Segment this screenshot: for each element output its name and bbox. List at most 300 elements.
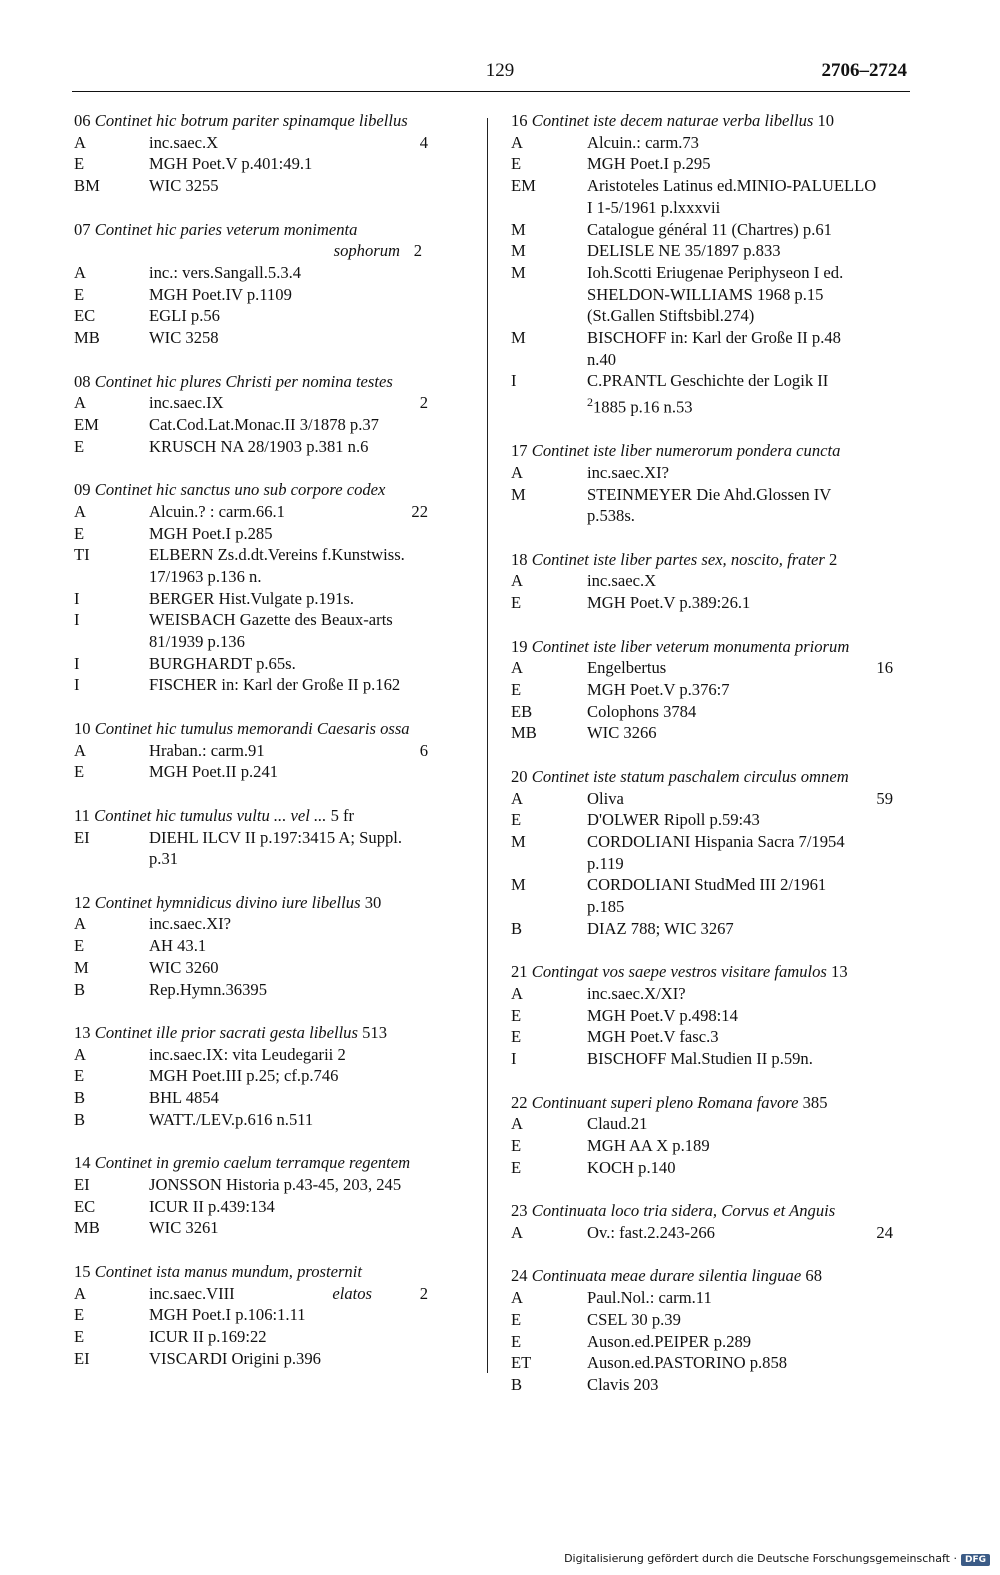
reference-text bbox=[587, 327, 915, 370]
reference-row bbox=[74, 1348, 462, 1370]
reference-code: E bbox=[74, 436, 85, 456]
reference-code: E bbox=[511, 1309, 522, 1329]
incipit-text: Continet ista manus mundum, prosternit bbox=[94, 1261, 362, 1281]
entry-incipit bbox=[511, 961, 915, 983]
entry-incipit bbox=[511, 1092, 915, 1114]
reference-code: E bbox=[74, 762, 85, 782]
reference-text bbox=[149, 740, 462, 762]
reference-line: WIC 3258 bbox=[149, 328, 219, 348]
entry-incipit bbox=[74, 110, 462, 132]
reference-row bbox=[511, 1113, 915, 1135]
reference-line: CORDOLIANI StudMed III 2/1961 bbox=[587, 875, 827, 895]
verse-count: 24 bbox=[876, 1222, 893, 1242]
reference-row bbox=[74, 609, 462, 652]
entry-incipit bbox=[74, 219, 462, 241]
reference-text bbox=[587, 592, 915, 614]
entry bbox=[511, 1092, 915, 1179]
reference-text bbox=[587, 1287, 915, 1309]
reference-text bbox=[149, 436, 462, 458]
reference-text bbox=[149, 392, 462, 414]
reference-text bbox=[587, 1048, 915, 1070]
reference-text bbox=[149, 327, 462, 349]
footer-text: Digitalisierung gefördert durch die Deutsche Forschungsgemeinschaft · bbox=[564, 1552, 957, 1565]
reference-code: MB bbox=[74, 1218, 100, 1238]
incipit-continuation bbox=[74, 240, 462, 262]
column-divider bbox=[487, 118, 488, 1373]
reference-line: WIC 3260 bbox=[149, 957, 219, 977]
reference-line: MGH Poet.II p.241 bbox=[149, 762, 279, 782]
reference-line: inc.saec.IX bbox=[149, 393, 224, 413]
reference-code: A bbox=[511, 1288, 523, 1308]
entry bbox=[74, 805, 462, 870]
reference-text bbox=[149, 1217, 462, 1239]
reference-line: CORDOLIANI Hispania Sacra 7/1954 bbox=[587, 832, 845, 852]
entry-number: 09 bbox=[74, 480, 91, 500]
reference-line: Hraban.: carm.91 bbox=[149, 740, 265, 760]
reference-text bbox=[149, 544, 462, 587]
reference-line: 17/1963 p.136 n. bbox=[149, 566, 262, 586]
reference-text bbox=[149, 262, 462, 284]
reference-line: CSEL 30 p.39 bbox=[587, 1309, 681, 1329]
reference-code: B bbox=[74, 1088, 86, 1108]
reference-text bbox=[149, 1174, 462, 1196]
incipit-text: Continet iste liber numerorum pondera cuncta bbox=[531, 441, 841, 461]
verse-count: 2 bbox=[419, 393, 428, 413]
reference-row bbox=[74, 827, 462, 870]
reference-code: A bbox=[511, 571, 523, 591]
reference-row bbox=[74, 913, 462, 935]
reference-code: I bbox=[74, 588, 80, 608]
reference-row bbox=[74, 436, 462, 458]
reference-code: EB bbox=[511, 701, 533, 721]
reference-line: Cat.Cod.Lat.Monac.II 3/1878 p.37 bbox=[149, 414, 379, 434]
entry-number: 14 bbox=[74, 1153, 91, 1173]
reference-row bbox=[74, 935, 462, 957]
reference-code: B bbox=[511, 918, 523, 938]
reference-line: DIEHL ILCV II p.197:3415 A; Suppl. bbox=[149, 827, 403, 847]
reference-text bbox=[149, 1044, 462, 1066]
reference-row bbox=[511, 722, 915, 744]
entry-number: 06 bbox=[74, 111, 91, 130]
reference-line: KRUSCH NA 28/1903 p.381 n.6 bbox=[149, 436, 369, 456]
reference-line: MGH Poet.V p.401:49.1 bbox=[149, 154, 313, 174]
reference-row bbox=[74, 175, 462, 197]
reference-code: E bbox=[74, 284, 85, 304]
reference-line: inc.: vers.Sangall.5.3.4 bbox=[149, 262, 302, 282]
reference-line: MGH Poet.I p.285 bbox=[149, 523, 273, 543]
reference-line: MGH Poet.III p.25; cf.p.746 bbox=[149, 1066, 339, 1086]
reference-code: E bbox=[511, 1157, 522, 1177]
reference-line: MGH AA X p.189 bbox=[587, 1136, 710, 1156]
reference-row bbox=[74, 653, 462, 675]
reference-line: Engelbertus bbox=[587, 658, 667, 678]
incipit-text: Continet iste statum paschalem circulus omnem bbox=[531, 766, 849, 786]
reference-line: MGH Poet.I p.106:1.11 bbox=[149, 1305, 306, 1325]
verse-count: 68 bbox=[805, 1266, 822, 1286]
entry bbox=[74, 110, 462, 197]
reference-code: E bbox=[511, 810, 522, 830]
reference-line: AH 43.1 bbox=[149, 936, 207, 956]
reference-text bbox=[587, 1331, 915, 1353]
entry bbox=[511, 766, 915, 940]
reference-code: B bbox=[74, 979, 86, 999]
reference-text bbox=[587, 701, 915, 723]
entry-incipit bbox=[74, 805, 462, 827]
incipit-text: Continet hic tumulus vultu ... vel ... bbox=[94, 805, 327, 825]
reference-code: A bbox=[74, 132, 86, 152]
reference-text bbox=[587, 1135, 915, 1157]
reference-row bbox=[74, 305, 462, 327]
reference-line: Clavis 203 bbox=[587, 1374, 659, 1394]
reference-line: MGH Poet.I p.295 bbox=[587, 154, 711, 174]
reference-row bbox=[74, 1326, 462, 1348]
reference-text bbox=[149, 1109, 462, 1131]
reference-code: EI bbox=[74, 1348, 90, 1368]
reference-line: VISCARDI Origini p.396 bbox=[149, 1348, 321, 1368]
reference-line: D'OLWER Ripoll p.59:43 bbox=[587, 810, 760, 830]
reference-code: A bbox=[511, 132, 523, 152]
verse-count: 30 bbox=[364, 892, 382, 912]
reference-line: MGH Poet.IV p.1109 bbox=[149, 284, 292, 304]
entry-number: 22 bbox=[511, 1092, 528, 1112]
reference-text bbox=[587, 1005, 915, 1027]
entry bbox=[511, 440, 915, 527]
entry-number: 08 bbox=[74, 371, 91, 391]
reference-row bbox=[511, 1331, 915, 1353]
reference-row bbox=[74, 544, 462, 587]
entry bbox=[74, 1152, 462, 1239]
entry-number: 17 bbox=[511, 441, 528, 461]
reference-row bbox=[74, 1283, 462, 1305]
reference-code: E bbox=[74, 936, 85, 956]
reference-row bbox=[511, 1135, 915, 1157]
entry bbox=[74, 1022, 462, 1131]
reference-line: WEISBACH Gazette des Beaux-arts bbox=[149, 610, 393, 630]
reference-text bbox=[149, 913, 462, 935]
reference-code: E bbox=[74, 523, 85, 543]
entry-incipit bbox=[74, 892, 462, 914]
reference-line: Alcuin.: carm.73 bbox=[587, 132, 699, 152]
reference-code: A bbox=[74, 501, 86, 521]
reference-line: WIC 3266 bbox=[587, 723, 657, 743]
reference-row bbox=[511, 327, 915, 370]
reference-row bbox=[74, 588, 462, 610]
reference-code: I bbox=[74, 610, 80, 630]
reference-line: MGH Poet.V p.498:14 bbox=[587, 1005, 738, 1025]
incipit-text: Contingat vos saepe vestros visitare famulos bbox=[531, 962, 827, 982]
incipit-tail: elatos bbox=[332, 1283, 372, 1303]
reference-text bbox=[587, 788, 915, 810]
entry bbox=[74, 371, 462, 458]
entry-range: 2706–2724 bbox=[821, 60, 907, 81]
incipit-text: Continet hic botrum pariter spinamque libellus bbox=[94, 111, 408, 130]
reference-code: M bbox=[511, 328, 526, 348]
reference-row bbox=[74, 501, 462, 523]
entry-incipit bbox=[511, 1265, 915, 1287]
reference-text bbox=[587, 657, 915, 679]
reference-line: MGH Poet.V p.389:26.1 bbox=[587, 593, 751, 613]
entry-incipit bbox=[74, 371, 462, 393]
edition-superscript: 2 bbox=[587, 395, 593, 410]
reference-text bbox=[587, 484, 915, 527]
entry-number: 13 bbox=[74, 1023, 91, 1043]
reference-text bbox=[149, 1326, 462, 1348]
entry-incipit bbox=[511, 549, 915, 571]
reference-row bbox=[74, 327, 462, 349]
entry-number: 11 bbox=[74, 805, 90, 825]
entry-number: 24 bbox=[511, 1266, 528, 1286]
incipit-text: Continet iste liber veterum monumenta priorum bbox=[531, 636, 850, 656]
reference-line: 81/1939 p.136 bbox=[149, 632, 245, 652]
reference-line: BISCHOFF Mal.Studien II p.59n. bbox=[587, 1049, 813, 1069]
reference-text bbox=[149, 175, 462, 197]
reference-code: EI bbox=[74, 827, 90, 847]
reference-line: BHL 4854 bbox=[149, 1088, 219, 1108]
reference-line: Auson.ed.PASTORINO p.858 bbox=[587, 1353, 788, 1373]
entry-number: 20 bbox=[511, 766, 528, 786]
reference-code: I bbox=[511, 371, 517, 391]
reference-code: M bbox=[74, 957, 89, 977]
reference-line: inc.saec.VIII bbox=[149, 1283, 235, 1303]
reference-row bbox=[511, 679, 915, 701]
reference-row bbox=[74, 414, 462, 436]
reference-text bbox=[149, 523, 462, 545]
incipit-text: sophorum bbox=[333, 241, 400, 261]
reference-line: Alcuin.? : carm.66.1 bbox=[149, 501, 285, 521]
reference-line: n.40 bbox=[587, 349, 617, 369]
reference-row bbox=[511, 983, 915, 1005]
reference-row bbox=[74, 1304, 462, 1326]
reference-line: JONSSON Historia p.43-45, 203, 245 bbox=[149, 1175, 402, 1195]
reference-code: M bbox=[511, 484, 526, 504]
reference-code: EC bbox=[74, 1196, 96, 1216]
reference-row bbox=[511, 1352, 915, 1374]
reference-code: M bbox=[511, 832, 526, 852]
verse-count: 10 bbox=[817, 111, 835, 130]
left-column bbox=[74, 110, 462, 1391]
reference-row bbox=[511, 592, 915, 614]
reference-line: EGLI p.56 bbox=[149, 306, 220, 326]
verse-count: 4 bbox=[419, 132, 428, 152]
reference-code: EC bbox=[74, 306, 96, 326]
reference-line: (St.Gallen Stiftsbibl.274) bbox=[587, 306, 755, 326]
incipit-text: Continet hic paries veterum monimenta bbox=[94, 219, 358, 239]
page-footer bbox=[0, 1552, 990, 1566]
reference-row bbox=[511, 1287, 915, 1309]
reference-line: p.185 bbox=[587, 897, 625, 917]
reference-code: EM bbox=[511, 176, 536, 196]
reference-row bbox=[511, 153, 915, 175]
reference-row bbox=[74, 761, 462, 783]
reference-code: A bbox=[74, 914, 86, 934]
entry-incipit bbox=[74, 718, 462, 740]
reference-row bbox=[511, 657, 915, 679]
entry bbox=[511, 110, 915, 418]
reference-code: E bbox=[511, 593, 522, 613]
reference-line: KOCH p.140 bbox=[587, 1157, 676, 1177]
incipit-text: Continet hic plures Christi per nomina testes bbox=[94, 371, 393, 391]
reference-row bbox=[74, 132, 462, 154]
reference-row bbox=[74, 1044, 462, 1066]
reference-text bbox=[149, 284, 462, 306]
page-number: 129 bbox=[485, 60, 515, 81]
reference-row bbox=[74, 262, 462, 284]
reference-row bbox=[74, 1065, 462, 1087]
reference-line: MGH Poet.V p.376:7 bbox=[587, 680, 730, 700]
reference-row bbox=[511, 570, 915, 592]
reference-text bbox=[587, 132, 915, 154]
reference-row bbox=[511, 370, 915, 418]
entry-number: 18 bbox=[511, 549, 528, 569]
reference-row bbox=[511, 219, 915, 241]
verse-count: 59 bbox=[876, 788, 893, 808]
reference-row bbox=[511, 918, 915, 940]
reference-line: 1885 p.16 n.53 bbox=[593, 397, 693, 417]
reference-text bbox=[587, 722, 915, 744]
verse-count: 5 fr bbox=[330, 805, 355, 825]
reference-text bbox=[587, 219, 915, 241]
reference-row bbox=[74, 1087, 462, 1109]
reference-text bbox=[149, 1196, 462, 1218]
entry bbox=[74, 1261, 462, 1370]
reference-code: I bbox=[74, 675, 80, 695]
reference-text bbox=[587, 831, 915, 874]
reference-code: E bbox=[511, 680, 522, 700]
reference-line: DIAZ 788; WIC 3267 bbox=[587, 918, 734, 938]
entry bbox=[74, 479, 462, 696]
incipit-text: Continet hic tumulus memorandi Caesaris ossa bbox=[94, 718, 410, 738]
reference-text bbox=[149, 979, 462, 1001]
reference-text bbox=[149, 1087, 462, 1109]
reference-line: BURGHARDT p.65s. bbox=[149, 653, 296, 673]
reference-line: Aristoteles Latinus ed.MINIO-PALUELLO bbox=[587, 176, 877, 196]
reference-code: E bbox=[511, 1005, 522, 1025]
reference-row bbox=[511, 132, 915, 154]
reference-line: MGH Poet.V fasc.3 bbox=[587, 1027, 719, 1047]
reference-code: A bbox=[511, 1114, 523, 1134]
entry-incipit bbox=[74, 1152, 462, 1174]
reference-text bbox=[587, 1113, 915, 1135]
reference-code: A bbox=[511, 658, 523, 678]
reference-row bbox=[74, 392, 462, 414]
reference-code: TI bbox=[74, 545, 90, 565]
reference-text bbox=[587, 1026, 915, 1048]
reference-row bbox=[511, 1157, 915, 1179]
reference-row bbox=[511, 262, 915, 327]
reference-row bbox=[511, 462, 915, 484]
reference-text bbox=[587, 874, 915, 917]
reference-row bbox=[511, 809, 915, 831]
reference-text bbox=[587, 918, 915, 940]
reference-line: ICUR II p.169:22 bbox=[149, 1327, 267, 1347]
reference-row bbox=[511, 1374, 915, 1396]
reference-line: p.538s. bbox=[587, 506, 635, 526]
verse-count: 13 bbox=[831, 962, 848, 982]
reference-code: EM bbox=[74, 414, 99, 434]
verse-count: 385 bbox=[802, 1092, 828, 1112]
page-header bbox=[0, 60, 1000, 92]
reference-code: E bbox=[74, 1066, 85, 1086]
reference-line: ELBERN Zs.d.dt.Vereins f.Kunstwiss. bbox=[149, 545, 405, 565]
reference-text bbox=[149, 957, 462, 979]
reference-text bbox=[587, 1352, 915, 1374]
incipit-text: Continuata meae durare silentia linguae bbox=[531, 1266, 802, 1286]
verse-count: 16 bbox=[876, 658, 893, 678]
right-column bbox=[511, 110, 915, 1417]
reference-text bbox=[587, 570, 915, 592]
entry-incipit bbox=[511, 110, 915, 132]
reference-code: B bbox=[511, 1374, 523, 1394]
reference-text bbox=[149, 153, 462, 175]
verse-count: 2 bbox=[829, 549, 838, 569]
reference-row bbox=[511, 1222, 915, 1244]
reference-code: EI bbox=[74, 1175, 90, 1195]
reference-code: A bbox=[74, 1283, 86, 1303]
reference-line: WIC 3255 bbox=[149, 176, 219, 196]
reference-row bbox=[511, 874, 915, 917]
reference-code: M bbox=[511, 875, 526, 895]
entry-number: 12 bbox=[74, 892, 91, 912]
reference-code: MB bbox=[511, 723, 537, 743]
reference-line: Paul.Nol.: carm.11 bbox=[587, 1288, 712, 1308]
reference-text bbox=[149, 414, 462, 436]
reference-row bbox=[74, 284, 462, 306]
reference-code: ET bbox=[511, 1353, 532, 1373]
reference-line: Claud.21 bbox=[587, 1114, 648, 1134]
reference-text bbox=[587, 153, 915, 175]
reference-text bbox=[149, 935, 462, 957]
reference-line: WIC 3261 bbox=[149, 1218, 219, 1238]
reference-text bbox=[149, 305, 462, 327]
reference-text bbox=[587, 1309, 915, 1331]
reference-text bbox=[149, 1065, 462, 1087]
entry-incipit bbox=[74, 479, 462, 501]
reference-code: A bbox=[511, 462, 523, 482]
reference-code: A bbox=[74, 393, 86, 413]
reference-text bbox=[149, 609, 462, 652]
entry bbox=[74, 219, 462, 349]
reference-row bbox=[74, 153, 462, 175]
reference-row bbox=[511, 240, 915, 262]
reference-line: C.PRANTL Geschichte der Logik II bbox=[587, 371, 829, 391]
header-rule bbox=[72, 91, 910, 92]
reference-row bbox=[511, 175, 915, 218]
reference-code: I bbox=[511, 1049, 517, 1069]
entry bbox=[511, 1265, 915, 1395]
entry-incipit bbox=[74, 1261, 462, 1283]
entry-incipit bbox=[511, 440, 915, 462]
reference-code: E bbox=[511, 1331, 522, 1351]
entry-incipit bbox=[74, 1022, 462, 1044]
reference-text bbox=[149, 1283, 462, 1305]
reference-text bbox=[587, 462, 915, 484]
entry bbox=[74, 718, 462, 783]
reference-text bbox=[149, 827, 462, 870]
reference-row bbox=[511, 1005, 915, 1027]
entry bbox=[511, 1200, 915, 1243]
reference-row bbox=[511, 484, 915, 527]
verse-count: 2 bbox=[413, 241, 422, 261]
incipit-text: Continet in gremio caelum terramque regentem bbox=[94, 1153, 411, 1173]
verse-count: 513 bbox=[362, 1023, 387, 1043]
reference-line: STEINMEYER Die Ahd.Glossen IV bbox=[587, 484, 832, 504]
reference-row bbox=[74, 1196, 462, 1218]
reference-code: A bbox=[74, 1044, 86, 1064]
reference-line: ICUR II p.439:134 bbox=[149, 1196, 275, 1216]
entry-incipit bbox=[511, 1200, 915, 1222]
reference-code: A bbox=[74, 740, 86, 760]
reference-line: I 1-5/1961 p.lxxxvii bbox=[587, 197, 721, 217]
